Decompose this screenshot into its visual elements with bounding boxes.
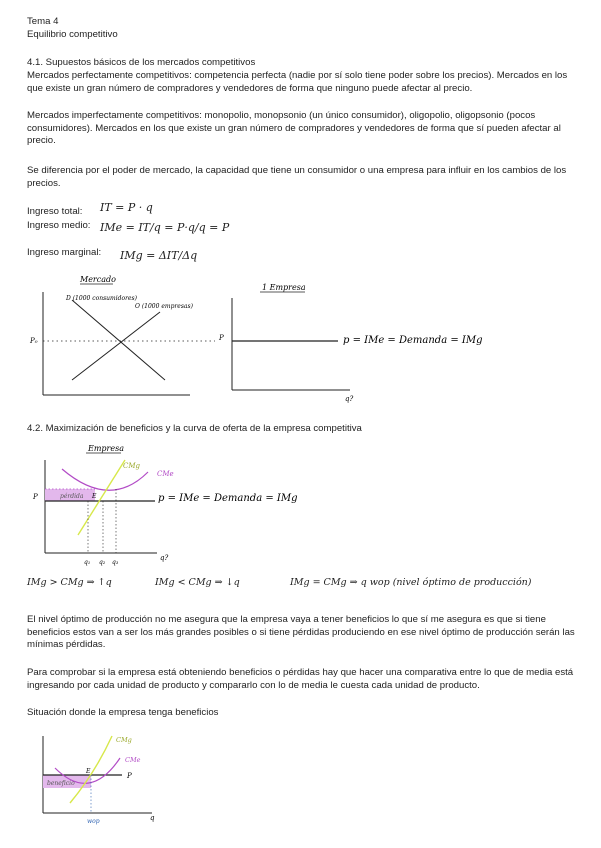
benefit-graph bbox=[0, 728, 601, 833]
empresa-title: Empresa bbox=[88, 444, 124, 453]
q3-label: q₃ bbox=[112, 559, 119, 566]
q2-label: q₂ bbox=[99, 559, 106, 566]
point-e-label: E bbox=[92, 493, 97, 500]
ingreso-marginal-formula: IMg = ΔIT/Δq bbox=[120, 249, 198, 262]
benefit-q-label: q bbox=[150, 814, 155, 822]
section-2-para-1: El nivel óptimo de producción no me asegura que la empresa vaya a tener beneficios lo que sí me asegura es que si tiene beneficios estos van a ser los más grandes posibles o si tiene pérdidas produciendo en ese nivel óptimo de producción serán las mínimas pérdidas. bbox=[27, 614, 575, 651]
market-price-label: P₀ bbox=[30, 337, 38, 345]
ingreso-total-label: Ingreso total: bbox=[27, 206, 83, 217]
benefit-situation-label: Situación donde la empresa tenga beneficios bbox=[27, 707, 219, 718]
section-1-para-1: Mercados perfectamente competitivos: competencia perfecta (nadie por sí solo tiene poder sobre los precios). Mercados en los que existe un gran número de compradores y vendedores de forma que ninguno puede afectar al precio. bbox=[27, 70, 568, 94]
section-1-para-2: Mercados imperfectamente competitivos: monopolio, monopsonio (un único consumidor), oligopolio, oligopsonio (pocos consumidores). Mercados en los que existe un gran número de compradores y vendedores de forma que sí pueden afectar al precio. bbox=[27, 110, 561, 147]
price-line-label: p = IMe = Demanda = IMg bbox=[158, 493, 298, 504]
benefit-e-label: E bbox=[86, 768, 91, 775]
firm-title: 1 Empresa bbox=[262, 283, 306, 292]
profit-max-graph bbox=[0, 440, 601, 575]
rule-img-equal: IMg = CMg ⇒ q wop (nivel óptimo de producción) bbox=[290, 577, 532, 588]
q1-label: q₁ bbox=[84, 559, 91, 566]
ingreso-marginal-label: Ingreso marginal: bbox=[27, 247, 102, 258]
profit-q-label: q? bbox=[160, 554, 169, 562]
market-firm-graph bbox=[0, 270, 601, 410]
ingreso-medio-label: Ingreso medio: bbox=[27, 220, 91, 231]
supply-curve bbox=[72, 312, 160, 380]
cme-curve bbox=[62, 469, 148, 490]
demand-curve bbox=[72, 300, 165, 380]
cme-label: CMe bbox=[157, 470, 174, 478]
section-2-para-2: Para comprobar si la empresa está obteniendo beneficios o pérdidas hay que hacer una comparativa entre lo que de media está ingresando por cada unidad de producto y compararlo con lo de media le cuesta cada unidad de producto. bbox=[27, 667, 574, 691]
topic-subtitle: Equilibrio competitivo bbox=[27, 29, 118, 40]
price-label: P bbox=[33, 493, 38, 501]
loss-label: pérdida bbox=[60, 493, 84, 500]
ingreso-medio-formula: IMe = IT/q = P·q/q = P bbox=[100, 221, 230, 234]
benefit-cmg-label: CMg bbox=[116, 736, 132, 744]
rule-img-less: IMg < CMg ⇒ ↓q bbox=[155, 577, 240, 588]
section-1-heading: 4.1. Supuestos básicos de los mercados competitivos bbox=[27, 57, 256, 68]
supply-label: O (1000 empresas) bbox=[135, 303, 193, 310]
section-1-para-3: Se diferencia por el poder de mercado, la capacidad que tiene un consumidor o una empresa para influir en los cambios de los precios. bbox=[27, 165, 567, 189]
section-2-heading: 4.2. Maximización de beneficios y la curva de oferta de la empresa competitiva bbox=[27, 423, 362, 434]
benefit-p-label: P bbox=[127, 772, 132, 780]
wop-label: wop bbox=[87, 818, 100, 825]
firm-price-label: P bbox=[219, 334, 224, 342]
topic-title: Tema 4 bbox=[27, 16, 59, 27]
firm-q-label: q? bbox=[345, 395, 354, 403]
benefit-label: beneficio bbox=[47, 780, 75, 787]
firm-line-label: p = IMe = Demanda = IMg bbox=[343, 335, 483, 346]
market-title: Mercado bbox=[80, 275, 116, 284]
demand-label: D (1000 consumidores) bbox=[66, 295, 137, 302]
ingreso-total-formula: IT = P · q bbox=[100, 201, 153, 214]
cmg-label: CMg bbox=[123, 462, 141, 470]
benefit-cme-label: CMe bbox=[125, 756, 141, 764]
rule-img-greater: IMg > CMg ⇒ ↑q bbox=[27, 577, 112, 588]
